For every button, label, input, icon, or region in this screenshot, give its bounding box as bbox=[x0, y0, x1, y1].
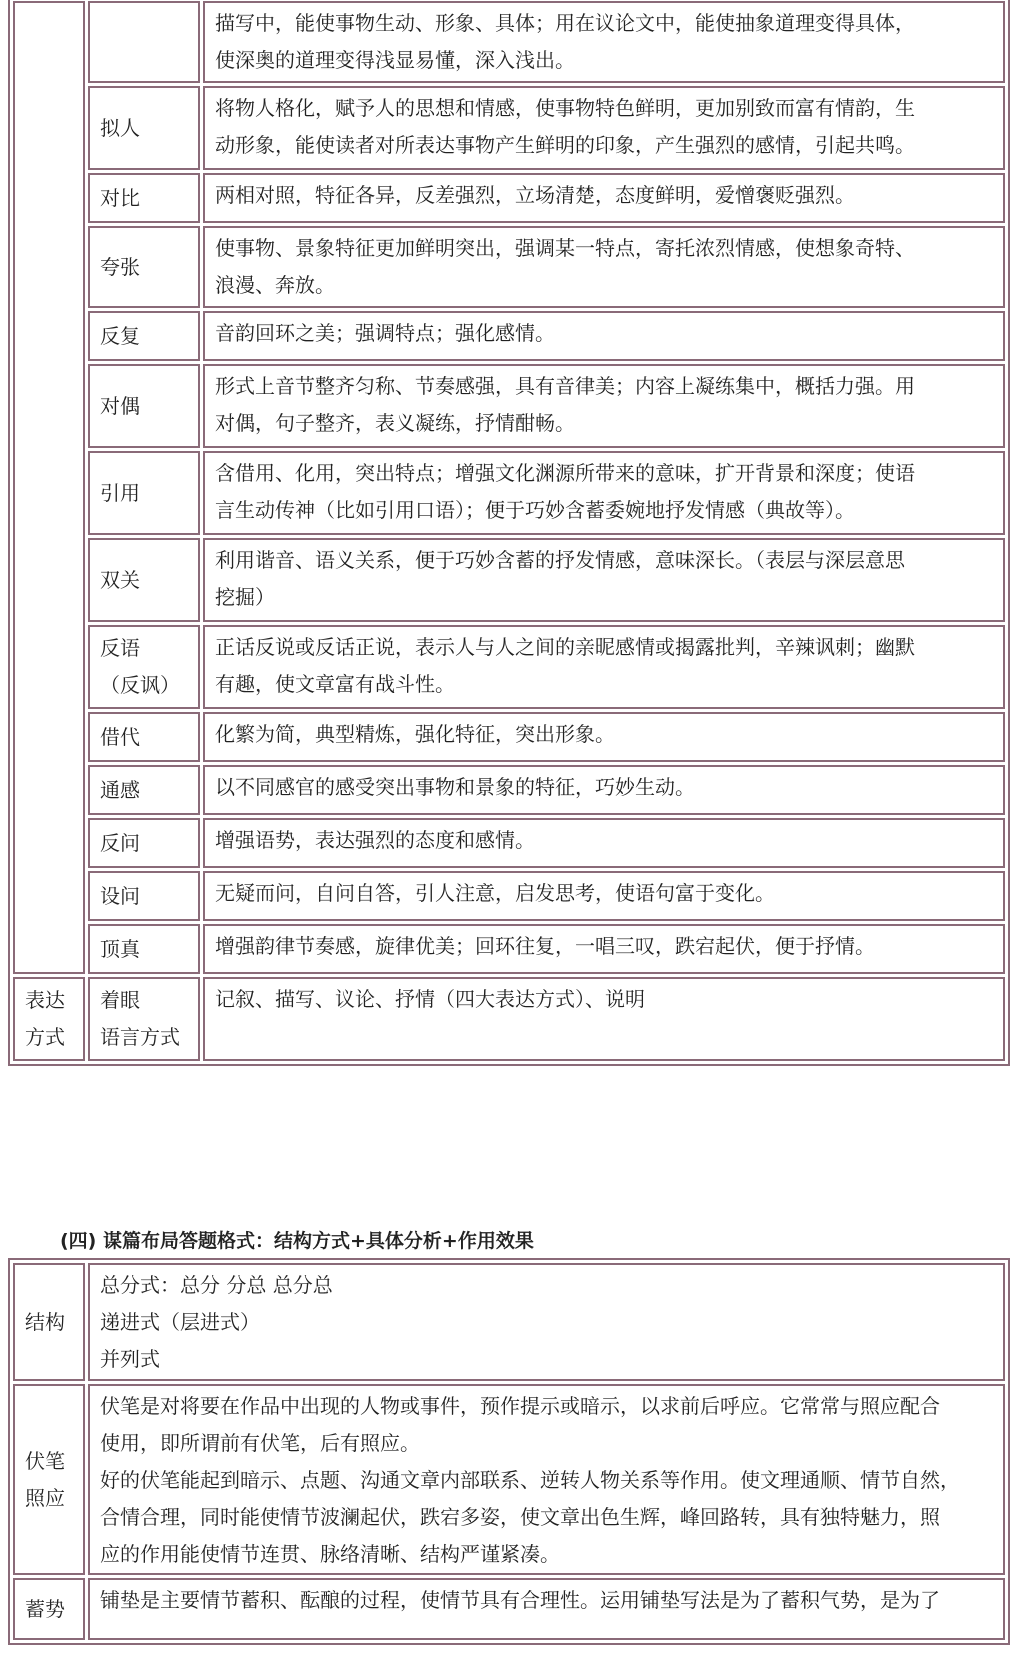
layout-content-cell bbox=[88, 1578, 1005, 1640]
layout-term-line: 照应 bbox=[25, 1485, 65, 1510]
effect-line: 言生动传神（比如引用口语）；便于巧妙含蓄委婉地抒发情感（典故等）。 bbox=[215, 498, 855, 522]
effect-line: 含借用、化用，突出特点；增强文化渊源所带来的意味，扩开背景和深度；使语 bbox=[215, 461, 915, 485]
effect-cell bbox=[203, 712, 1005, 762]
effect-cell bbox=[203, 364, 1005, 448]
term-line: 通感 bbox=[100, 777, 140, 802]
term-line: 借代 bbox=[100, 724, 140, 749]
table-row bbox=[13, 364, 1005, 448]
effect-cell bbox=[203, 871, 1005, 921]
term-cell bbox=[88, 451, 200, 535]
table-row bbox=[13, 86, 1005, 170]
term-line: 设问 bbox=[100, 883, 140, 908]
expression-category-line: 表达 bbox=[25, 988, 65, 1012]
term-cell bbox=[88, 538, 200, 622]
layout-content-line: 铺垫是主要情节蓄积、酝酿的过程，使情节具有合理性。运用铺垫写法是为了蓄积气势，是为了 bbox=[100, 1588, 940, 1612]
layout-content-line: 好的伏笔能起到暗示、点题、沟通文章内部联系、逆转人物关系等作用。使文理通顺、情节自然， bbox=[100, 1468, 960, 1492]
table-row bbox=[13, 451, 1005, 535]
expression-content: 记叙、描写、议论、抒情（四大表达方式）、说明 bbox=[203, 977, 1005, 1061]
effect-line: 无疑而问，自问自答，引人注意，启发思考，使语句富于变化。 bbox=[215, 881, 775, 905]
term-line: 引用 bbox=[100, 480, 140, 505]
expression-focus-line: 语言方式 bbox=[100, 1025, 180, 1049]
table-row bbox=[13, 538, 1005, 622]
term-cell bbox=[88, 226, 200, 308]
effect-line: 以不同感官的感受突出事物和景象的特征，巧妙生动。 bbox=[215, 775, 695, 799]
effect-line: 化繁为简，典型精炼，强化特征，突出形象。 bbox=[215, 722, 615, 746]
effect-line: 利用谐音、语义关系，便于巧妙含蓄的抒发情感，意味深长。（表层与深层意思 bbox=[215, 548, 905, 572]
term-cell bbox=[88, 871, 200, 921]
layout-term-cell bbox=[13, 1263, 85, 1381]
effect-line: 正话反说或反话正说，表示人与人之间的亲昵感情或揭露批判，辛辣讽刺；幽默 bbox=[215, 635, 915, 659]
effect-cell bbox=[203, 625, 1005, 709]
table-row bbox=[13, 765, 1005, 815]
layout-term-line: 伏笔 bbox=[25, 1448, 65, 1473]
table-row bbox=[13, 924, 1005, 974]
term-line: 对比 bbox=[100, 185, 140, 210]
table-row bbox=[13, 226, 1005, 308]
layout-content-line: 递进式（层进式） bbox=[100, 1310, 260, 1334]
table-row bbox=[13, 712, 1005, 762]
layout-content-cell bbox=[88, 1384, 1005, 1575]
layout-term-line: 结构 bbox=[25, 1309, 65, 1334]
layout-content-line: 使用，即所谓前有伏笔，后有照应。 bbox=[100, 1431, 420, 1455]
term-cell bbox=[88, 818, 200, 868]
layout-content-line: 合情合理，同时能使情节波澜起伏，跌宕多姿，使文章出色生辉，峰回路转，具有独特魅力，照 bbox=[100, 1505, 940, 1529]
term-line: 反问 bbox=[100, 830, 140, 855]
effect-line: 两相对照，特征各异，反差强烈，立场清楚，态度鲜明，爱憎褒贬强烈。 bbox=[215, 183, 855, 207]
table-row bbox=[13, 1263, 1005, 1381]
effect-cell bbox=[203, 924, 1005, 974]
table-row bbox=[13, 977, 1005, 1061]
effect-line: 音韵回环之美；强调特点；强化感情。 bbox=[215, 321, 555, 345]
layout-content-line: 伏笔是对将要在作品中出现的人物或事件，预作提示或暗示，以求前后呼应。它常常与照应配合 bbox=[100, 1394, 940, 1418]
section-heading: (四) 谋篇布局答题格式：结构方式+具体分析+作用效果 bbox=[60, 1230, 534, 1252]
effect-line: 使深奥的道理变得浅显易懂，深入浅出。 bbox=[215, 48, 575, 72]
term-cell bbox=[88, 924, 200, 974]
table-row bbox=[13, 1578, 1005, 1640]
expression-focus-line: 着眼 bbox=[100, 988, 140, 1012]
term-line: 反复 bbox=[100, 323, 140, 348]
effect-cell bbox=[203, 226, 1005, 308]
term-line: 双关 bbox=[100, 567, 140, 592]
effect-cell bbox=[203, 538, 1005, 622]
term-line: 拟人 bbox=[100, 115, 140, 140]
term-cell bbox=[88, 625, 200, 709]
effect-cell bbox=[203, 311, 1005, 361]
category-cell bbox=[13, 1, 85, 974]
effect-line: 描写中，能使事物生动、形象、具体；用在议论文中，能使抽象道理变得具体， bbox=[215, 11, 915, 35]
effect-line: 有趣，使文章富有战斗性。 bbox=[215, 672, 455, 696]
effect-line: 形式上音节整齐匀称、节奏感强，具有音律美；内容上凝练集中，概括力强。用 bbox=[215, 374, 915, 398]
term-cell bbox=[88, 712, 200, 762]
term-line: 顶真 bbox=[100, 936, 140, 961]
effect-line: 使事物、景象特征更加鲜明突出，强调某一特点，寄托浓烈情感，使想象奇特、 bbox=[215, 236, 915, 260]
expression-category-line: 方式 bbox=[25, 1025, 65, 1049]
effect-line: 浪漫、奔放。 bbox=[215, 273, 335, 297]
table-row bbox=[13, 1, 1005, 83]
effect-cell bbox=[203, 1, 1005, 83]
table-row bbox=[13, 818, 1005, 868]
effect-cell bbox=[203, 451, 1005, 535]
term-line: （反讽） bbox=[100, 673, 180, 697]
layout-term-line: 蓄势 bbox=[25, 1596, 65, 1621]
table-row bbox=[13, 871, 1005, 921]
table-row bbox=[13, 625, 1005, 709]
rhetoric-table bbox=[8, 0, 1010, 1066]
effect-cell bbox=[203, 86, 1005, 170]
term-cell bbox=[88, 173, 200, 223]
layout-content-line: 应的作用能使情节连贯、脉络清晰、结构严谨紧凑。 bbox=[100, 1542, 560, 1566]
table-row bbox=[13, 311, 1005, 361]
table-row bbox=[13, 173, 1005, 223]
layout-term-cell bbox=[13, 1578, 85, 1640]
term-cell bbox=[88, 86, 200, 170]
term-line: 对偶 bbox=[100, 393, 140, 418]
effect-line: 挖掘） bbox=[215, 585, 275, 609]
term-cell bbox=[88, 765, 200, 815]
effect-line: 将物人格化，赋予人的思想和情感，使事物特色鲜明，更加别致而富有情韵，生 bbox=[215, 96, 915, 120]
term-line: 夸张 bbox=[100, 254, 140, 279]
effect-line: 对偶，句子整齐，表义凝练，抒情酣畅。 bbox=[215, 411, 575, 435]
layout-content-line: 并列式 bbox=[100, 1347, 160, 1371]
effect-cell bbox=[203, 765, 1005, 815]
effect-line: 增强语势，表达强烈的态度和感情。 bbox=[215, 828, 535, 852]
term-cell bbox=[88, 311, 200, 361]
expression-category bbox=[13, 977, 85, 1061]
expression-focus bbox=[88, 977, 200, 1061]
layout-content-cell bbox=[88, 1263, 1005, 1381]
layout-term-cell bbox=[13, 1384, 85, 1575]
term-cell bbox=[88, 1, 200, 83]
effect-cell bbox=[203, 818, 1005, 868]
layout-content-line: 总分式：总分 分总 总分总 bbox=[100, 1273, 333, 1297]
term-line: 反语 bbox=[100, 636, 140, 660]
effect-line: 动形象，能使读者对所表达事物产生鲜明的印象，产生强烈的感情，引起共鸣。 bbox=[215, 133, 915, 157]
effect-line: 增强韵律节奏感，旋律优美；回环往复，一唱三叹，跌宕起伏，便于抒情。 bbox=[215, 934, 875, 958]
effect-cell bbox=[203, 173, 1005, 223]
term-cell bbox=[88, 364, 200, 448]
layout-table bbox=[8, 1258, 1010, 1645]
table-row bbox=[13, 1384, 1005, 1575]
